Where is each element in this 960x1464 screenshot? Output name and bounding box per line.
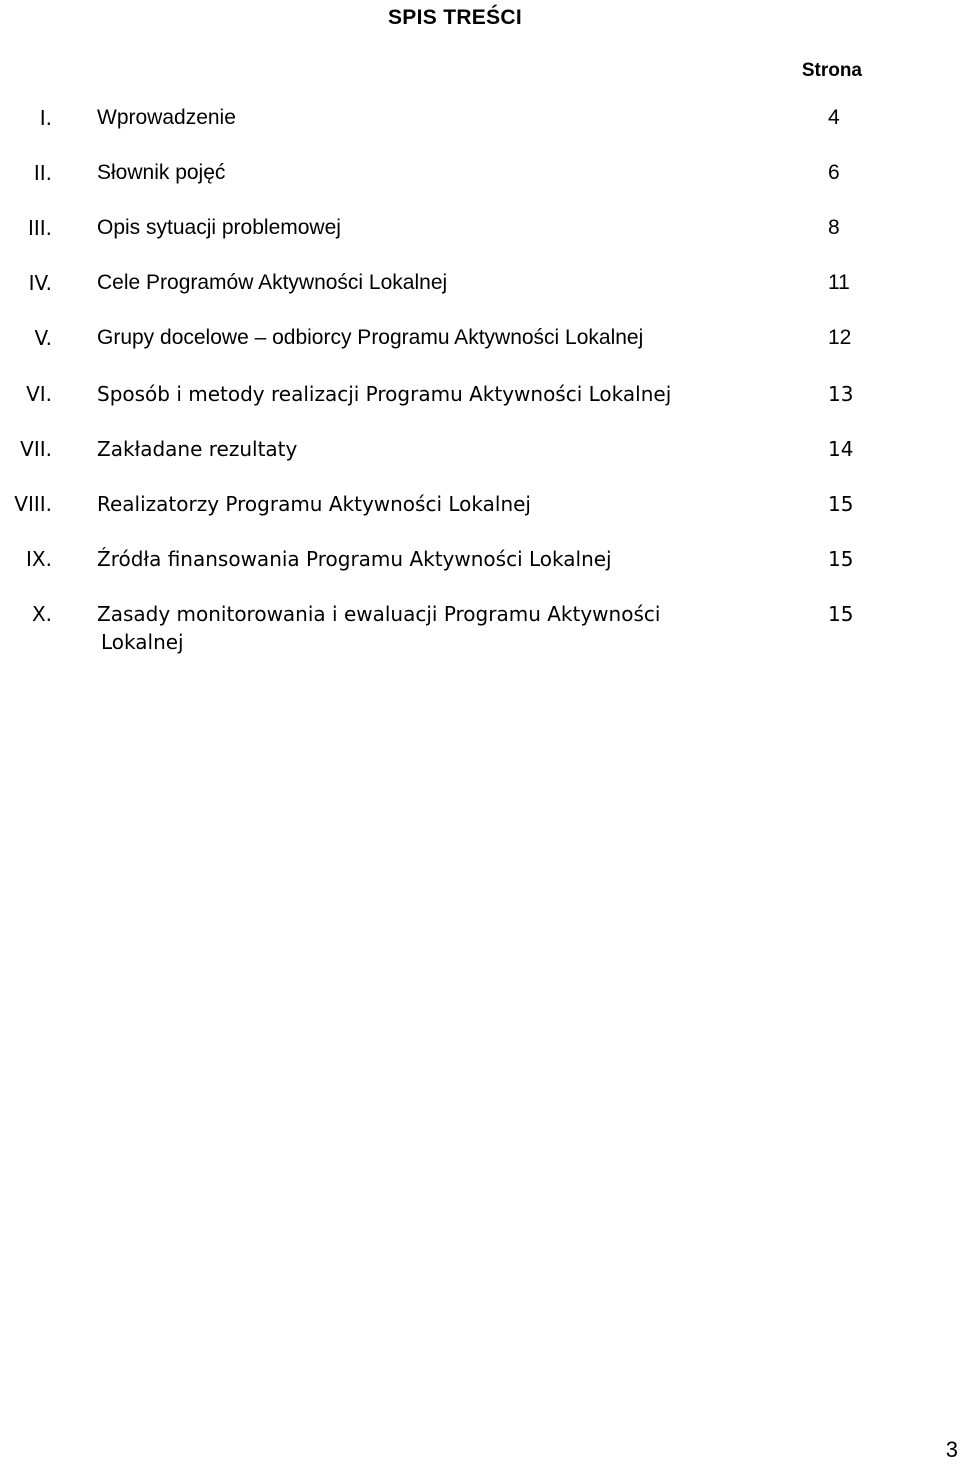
toc-entry-title: Zakładane rezultaty xyxy=(97,437,298,461)
toc-entry-title: Realizatorzy Programu Aktywności Lokalnej xyxy=(97,492,531,516)
toc-entry-title: Słownik pojęć xyxy=(97,161,226,184)
toc-entry-number: X. xyxy=(31,602,52,626)
toc-entry-page: 4 xyxy=(828,106,840,129)
toc-entry-page: 13 xyxy=(828,382,854,406)
document-title: SPIS TREŚCI xyxy=(388,6,522,29)
toc-entry-number: V. xyxy=(34,326,52,350)
toc-entry-number: VIII. xyxy=(14,492,52,516)
toc-entry-number: VI. xyxy=(26,382,52,406)
toc-entry-page: 14 xyxy=(828,437,854,461)
toc-entry-number: IV. xyxy=(28,271,52,295)
toc-entry-title: Źródła finansowania Programu Aktywności Lokalnej xyxy=(97,547,612,571)
toc-entry-page: 15 xyxy=(828,547,854,571)
toc-entry-number: IX. xyxy=(26,547,52,571)
page-number: 3 xyxy=(945,1437,958,1462)
toc-entry-title: Zasady monitorowania i ewaluacji Programu Aktywności xyxy=(97,602,661,626)
toc-entry-page: 15 xyxy=(828,492,854,516)
toc-entry-title: Cele Programów Aktywności Lokalnej xyxy=(97,271,448,294)
toc-entry-number: III. xyxy=(27,216,52,240)
toc-entry-page: 11 xyxy=(828,271,850,294)
page-column-header: Strona xyxy=(801,60,862,81)
toc-entry-title-continued: Lokalnej xyxy=(101,630,184,654)
toc-entry-page: 8 xyxy=(828,216,840,239)
toc-entry-page: 15 xyxy=(828,602,854,626)
toc-entry-title: Opis sytuacji problemowej xyxy=(97,216,341,239)
toc-entry-number: VII. xyxy=(20,437,52,461)
toc-entry-number: I. xyxy=(39,106,52,130)
toc-entry-title-block xyxy=(97,600,797,656)
toc-entry-page: 6 xyxy=(828,161,840,184)
toc-entry-title: Sposób i metody realizacji Programu Aktywności Lokalnej xyxy=(97,382,672,406)
toc-entry-title: Wprowadzenie xyxy=(97,106,236,129)
toc-entry-page: 12 xyxy=(828,326,852,349)
toc-entry-title: Grupy docelowe – odbiorcy Programu Aktywności Lokalnej xyxy=(97,326,644,349)
toc-entry-number: II. xyxy=(33,161,52,185)
